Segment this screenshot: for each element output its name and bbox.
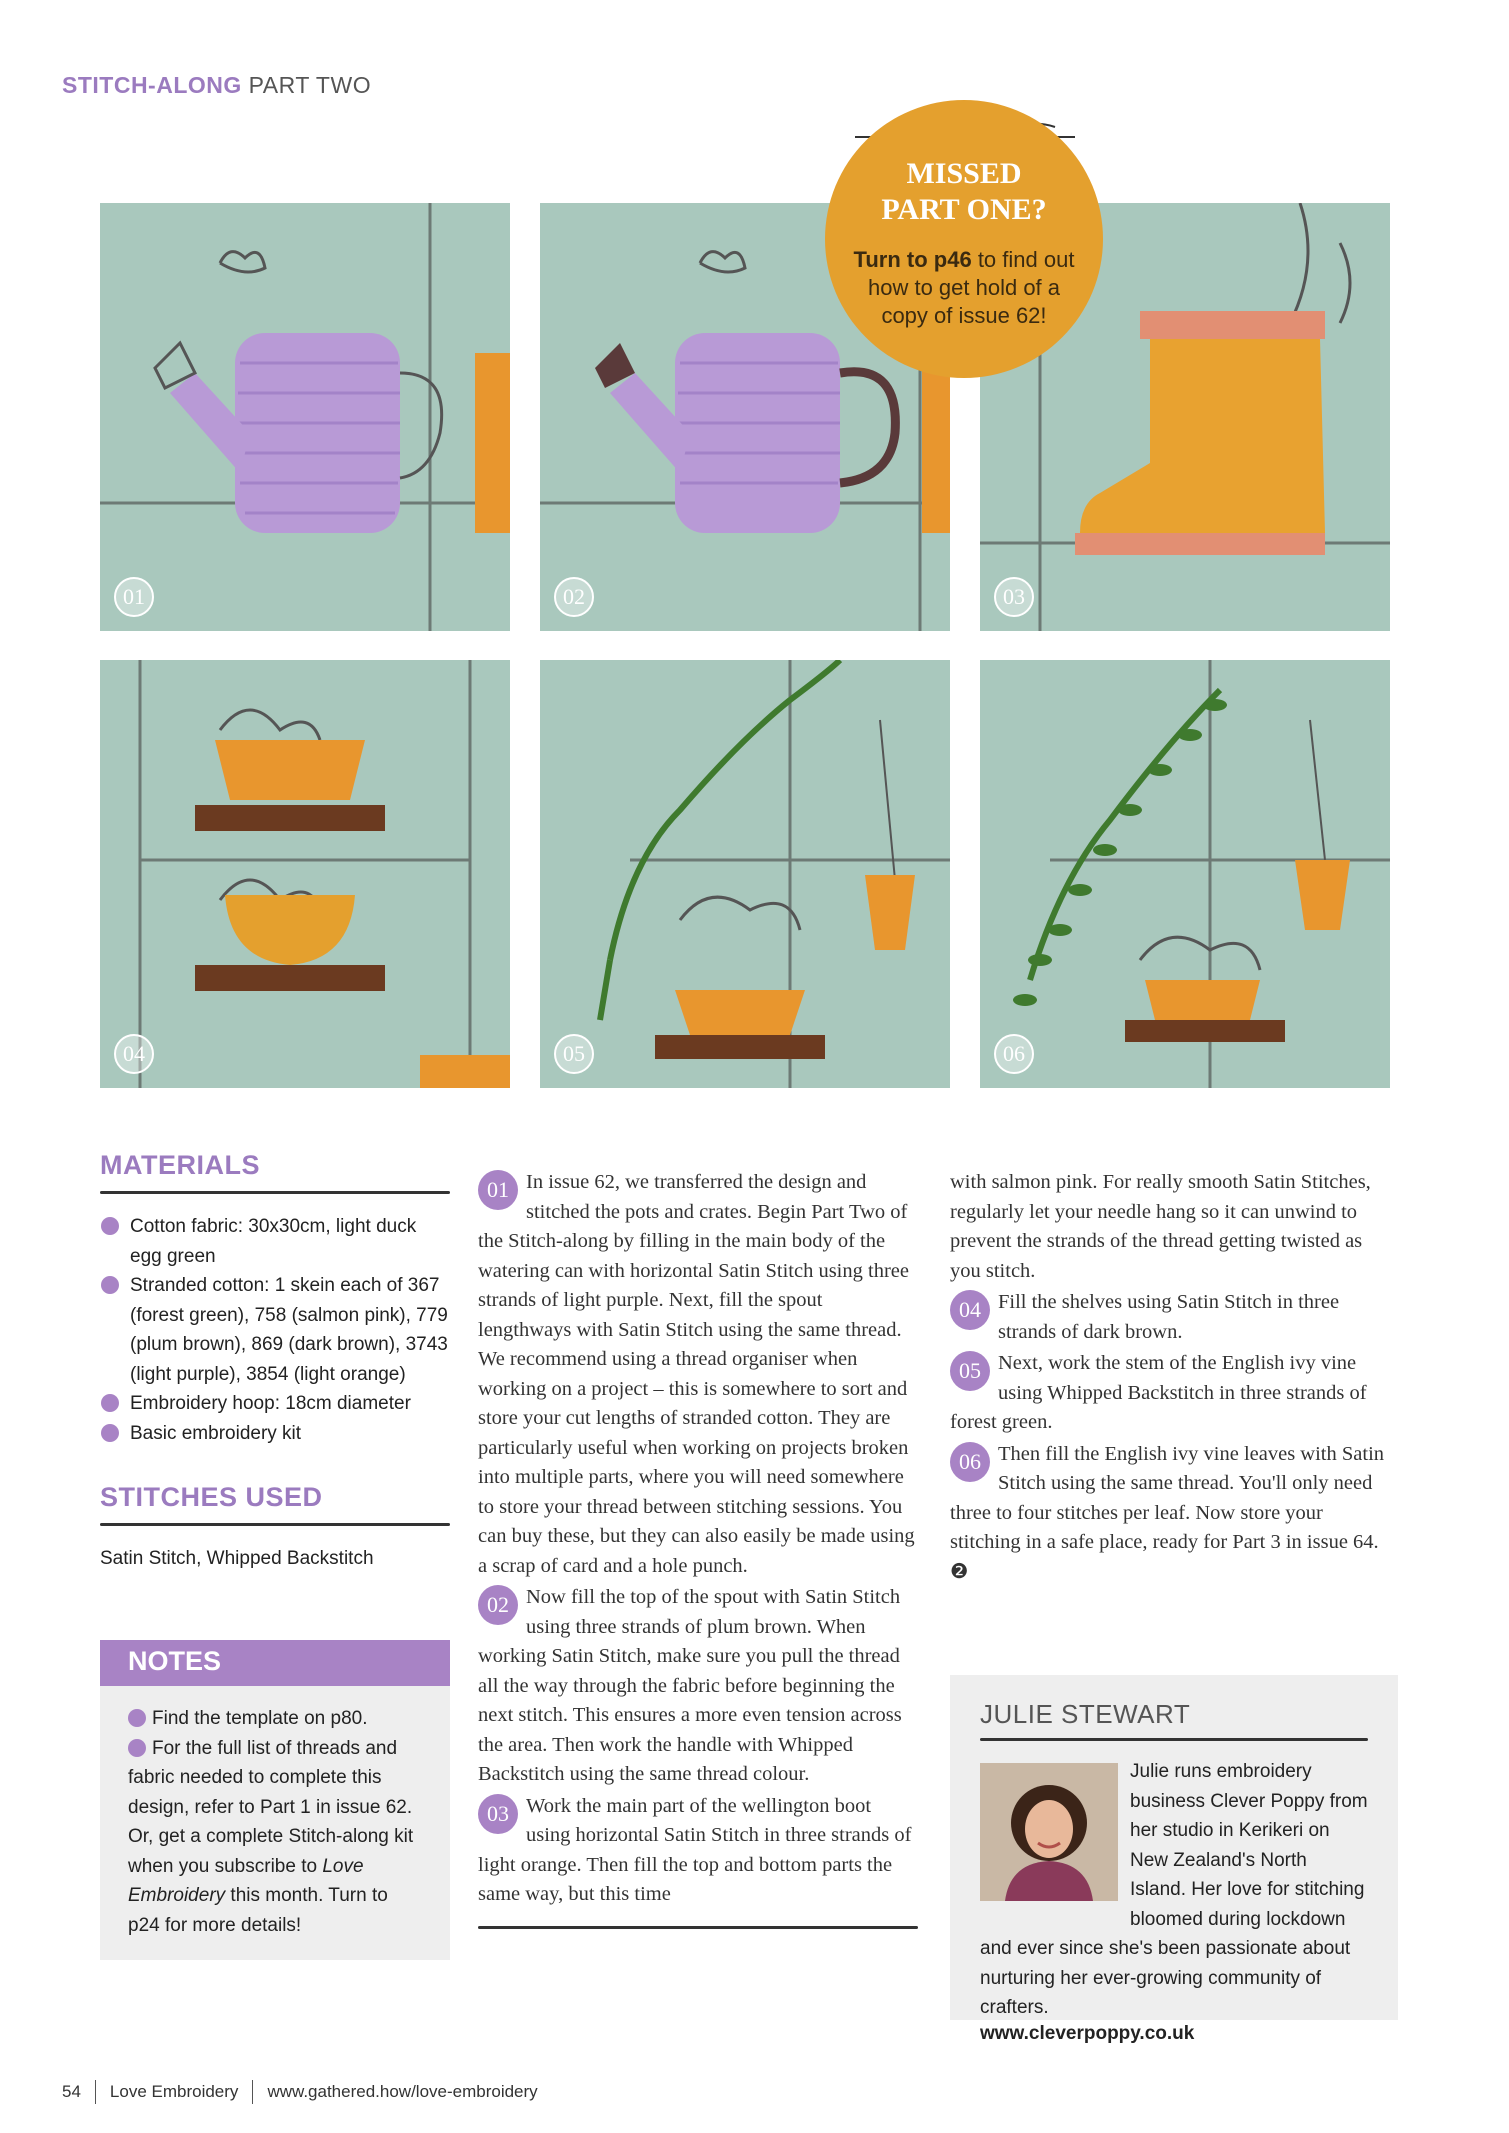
note-item-emphasis: Love Embroidery (128, 1855, 364, 1906)
bio-divider (980, 1738, 1368, 1741)
note-dot-icon (128, 1739, 146, 1757)
watering-can-illustration (100, 203, 510, 631)
stitches-title: STITCHES USED (100, 1482, 323, 1512)
header-part: PART TWO (241, 72, 372, 98)
step-number-05: 05 (950, 1351, 990, 1391)
step-photo-01 (100, 203, 510, 631)
material-item-text: Basic embroidery kit (130, 1422, 302, 1444)
material-item-text: Cotton fabric: 30x30cm, light duck egg green (130, 1216, 417, 1267)
note-item-text-end: this month. Turn to p24 for more details! (128, 1885, 388, 1936)
step-number-04: 04 (950, 1290, 990, 1330)
ivy-leaves-illustration (980, 660, 1390, 1088)
note-item (128, 1704, 422, 1734)
notes-box (100, 1640, 450, 1960)
magazine-name: Love Embroidery (109, 2082, 239, 2101)
instructions-column-1 (478, 1168, 918, 1947)
step-03-text (478, 1792, 918, 1910)
material-item-text: Stranded cotton: 1 skein each of 367 (forest green), 758 (salmon pink), 779 (plum brown), 869 (dark brown), 3743 (light purple), 3854 (light orange) (130, 1275, 448, 1385)
notes-title: NOTES (100, 1640, 450, 1686)
header-series: STITCH-ALONG (62, 72, 242, 98)
instructions-column-2 (950, 1168, 1398, 1587)
callout-body-rest: to find out how to get hold of a copy of issue 62! (867, 247, 1075, 328)
material-item (100, 1389, 450, 1419)
hoop-icon (100, 1393, 122, 1413)
photo-number-03: 03 (994, 577, 1034, 617)
author-website-link[interactable]: www.cleverpoppy.co.uk (980, 2022, 1195, 2044)
thread-icon (100, 1275, 122, 1295)
step-03-body: Work the main part of the wellington boot using horizontal Satin Stitch in three strands of light orange. Then fill the top and bottom parts the same way, but this time (478, 1794, 912, 1905)
kit-icon (100, 1423, 122, 1443)
stitches-text: Satin Stitch, Whipped Backstitch (100, 1548, 374, 1569)
photo-number-05: 05 (554, 1034, 594, 1074)
callout-title-line2: PART ONE? (881, 193, 1047, 226)
step-number-01: 01 (478, 1170, 518, 1210)
step-05-body: Next, work the stem of the English ivy vine using Whipped Backstitch in three strands of forest green. (950, 1352, 1367, 1433)
ivy-stem-illustration (540, 660, 950, 1088)
end-mark-icon: ❷ (950, 1560, 969, 1583)
step-01-text (478, 1168, 918, 1581)
material-item-text: Embroidery hoop: 18cm diameter (130, 1393, 411, 1414)
callout-title-line1: MISSED (906, 157, 1022, 190)
step-photo-06 (980, 660, 1390, 1088)
step-01-body: In issue 62, we transferred the design and stitched the pots and crates. Begin Part Two of the Stitch-along by filling in the main body of the watering can with horizontal Satin Stitch using three strands of light purple. Next, fill the spout lengthways with Satin Stitch using the same thread. We recommend using a thread organiser when working on a project – this is somewhere to sort and store your cut lengths of stranded cotton. They are particularly useful when working on projects broken into multiple parts, where you will need somewhere to store your thread between stitching sessions. You can buy these, but they can also easily be made using a scrap of card and a hole punch. (478, 1171, 915, 1577)
bio-text: Julie runs embroidery business Clever Poppy from her studio in Kerikeri on New Zealand's North Island. Her love for stitching bloomed during lockdown and ever since she's been passionate about nurturing her ever-growing community of crafters. (980, 1761, 1368, 2018)
stitches-divider (100, 1523, 450, 1526)
step-number-02: 02 (478, 1585, 518, 1625)
page-footer (62, 2080, 538, 2104)
materials-divider (100, 1191, 450, 1194)
step-06-text (950, 1440, 1398, 1588)
page-number: 54 (62, 2082, 81, 2101)
bio-title: JULIE STEWART (980, 1699, 1191, 1729)
step-02-text (478, 1583, 918, 1790)
page-header (62, 72, 371, 99)
shelves-pots-illustration (100, 660, 510, 1088)
author-bio-box (950, 1675, 1398, 2044)
step-photo-04 (100, 660, 510, 1088)
step-04-text (950, 1288, 1398, 1347)
callout-body (853, 246, 1075, 330)
photo-number-01: 01 (114, 577, 154, 617)
note-item-text: For the full list of threads and fabric needed to complete this design, refer to Part 1 in issue 62. Or, get a complete Stitch-along kit when you subscribe to (128, 1737, 414, 1877)
step-photo-05 (540, 660, 950, 1088)
material-item (100, 1212, 450, 1271)
step-05-text (950, 1349, 1398, 1438)
step-04-body: Fill the shelves using Satin Stitch in three strands of dark brown. (998, 1291, 1340, 1343)
footer-separator (252, 2080, 253, 2104)
photo-number-02: 02 (554, 577, 594, 617)
materials-section (100, 1150, 450, 1574)
author-photo (980, 1763, 1118, 1901)
note-item-text: Find the template on p80. (152, 1708, 368, 1729)
callout-body-bold: Turn to p46 (853, 247, 972, 272)
materials-title: MATERIALS (100, 1150, 260, 1180)
missed-part-one-callout (825, 100, 1103, 378)
note-item (128, 1734, 422, 1941)
step-03-continued: with salmon pink. For really smooth Satin Stitches, regularly let your needle hang so it can unwind to prevent the strands of the thread getting twisted as you stitch. (950, 1171, 1371, 1282)
column-end-divider (478, 1926, 918, 1929)
step-number-06: 06 (950, 1442, 990, 1482)
material-item (100, 1419, 450, 1449)
step-06-body: Then fill the English ivy vine leaves with Satin Stitch using the same thread. You'll only need three to four stitches per leaf. Now store your stitching in a safe place, ready for Part 3 in issue 64. (950, 1442, 1385, 1553)
callout-title (825, 156, 1103, 228)
step-number-03: 03 (478, 1794, 518, 1834)
footer-separator (95, 2080, 96, 2104)
notes-body (100, 1686, 450, 1958)
note-dot-icon (128, 1709, 146, 1727)
fabric-icon (100, 1216, 122, 1236)
material-item (100, 1271, 450, 1389)
photo-number-06: 06 (994, 1034, 1034, 1074)
step-02-body: Now fill the top of the spout with Satin Stitch using three strands of plum brown. When working Satin Stitch, make sure you pull the thread all the way through the fabric before beginning the next stitch. This ensures a more even tension across the area. Then work the handle with Whipped Backstitch using the same thread colour. (478, 1586, 902, 1785)
magazine-url[interactable]: www.gathered.how/love-embroidery (267, 2082, 538, 2101)
photo-number-04: 04 (114, 1034, 154, 1074)
